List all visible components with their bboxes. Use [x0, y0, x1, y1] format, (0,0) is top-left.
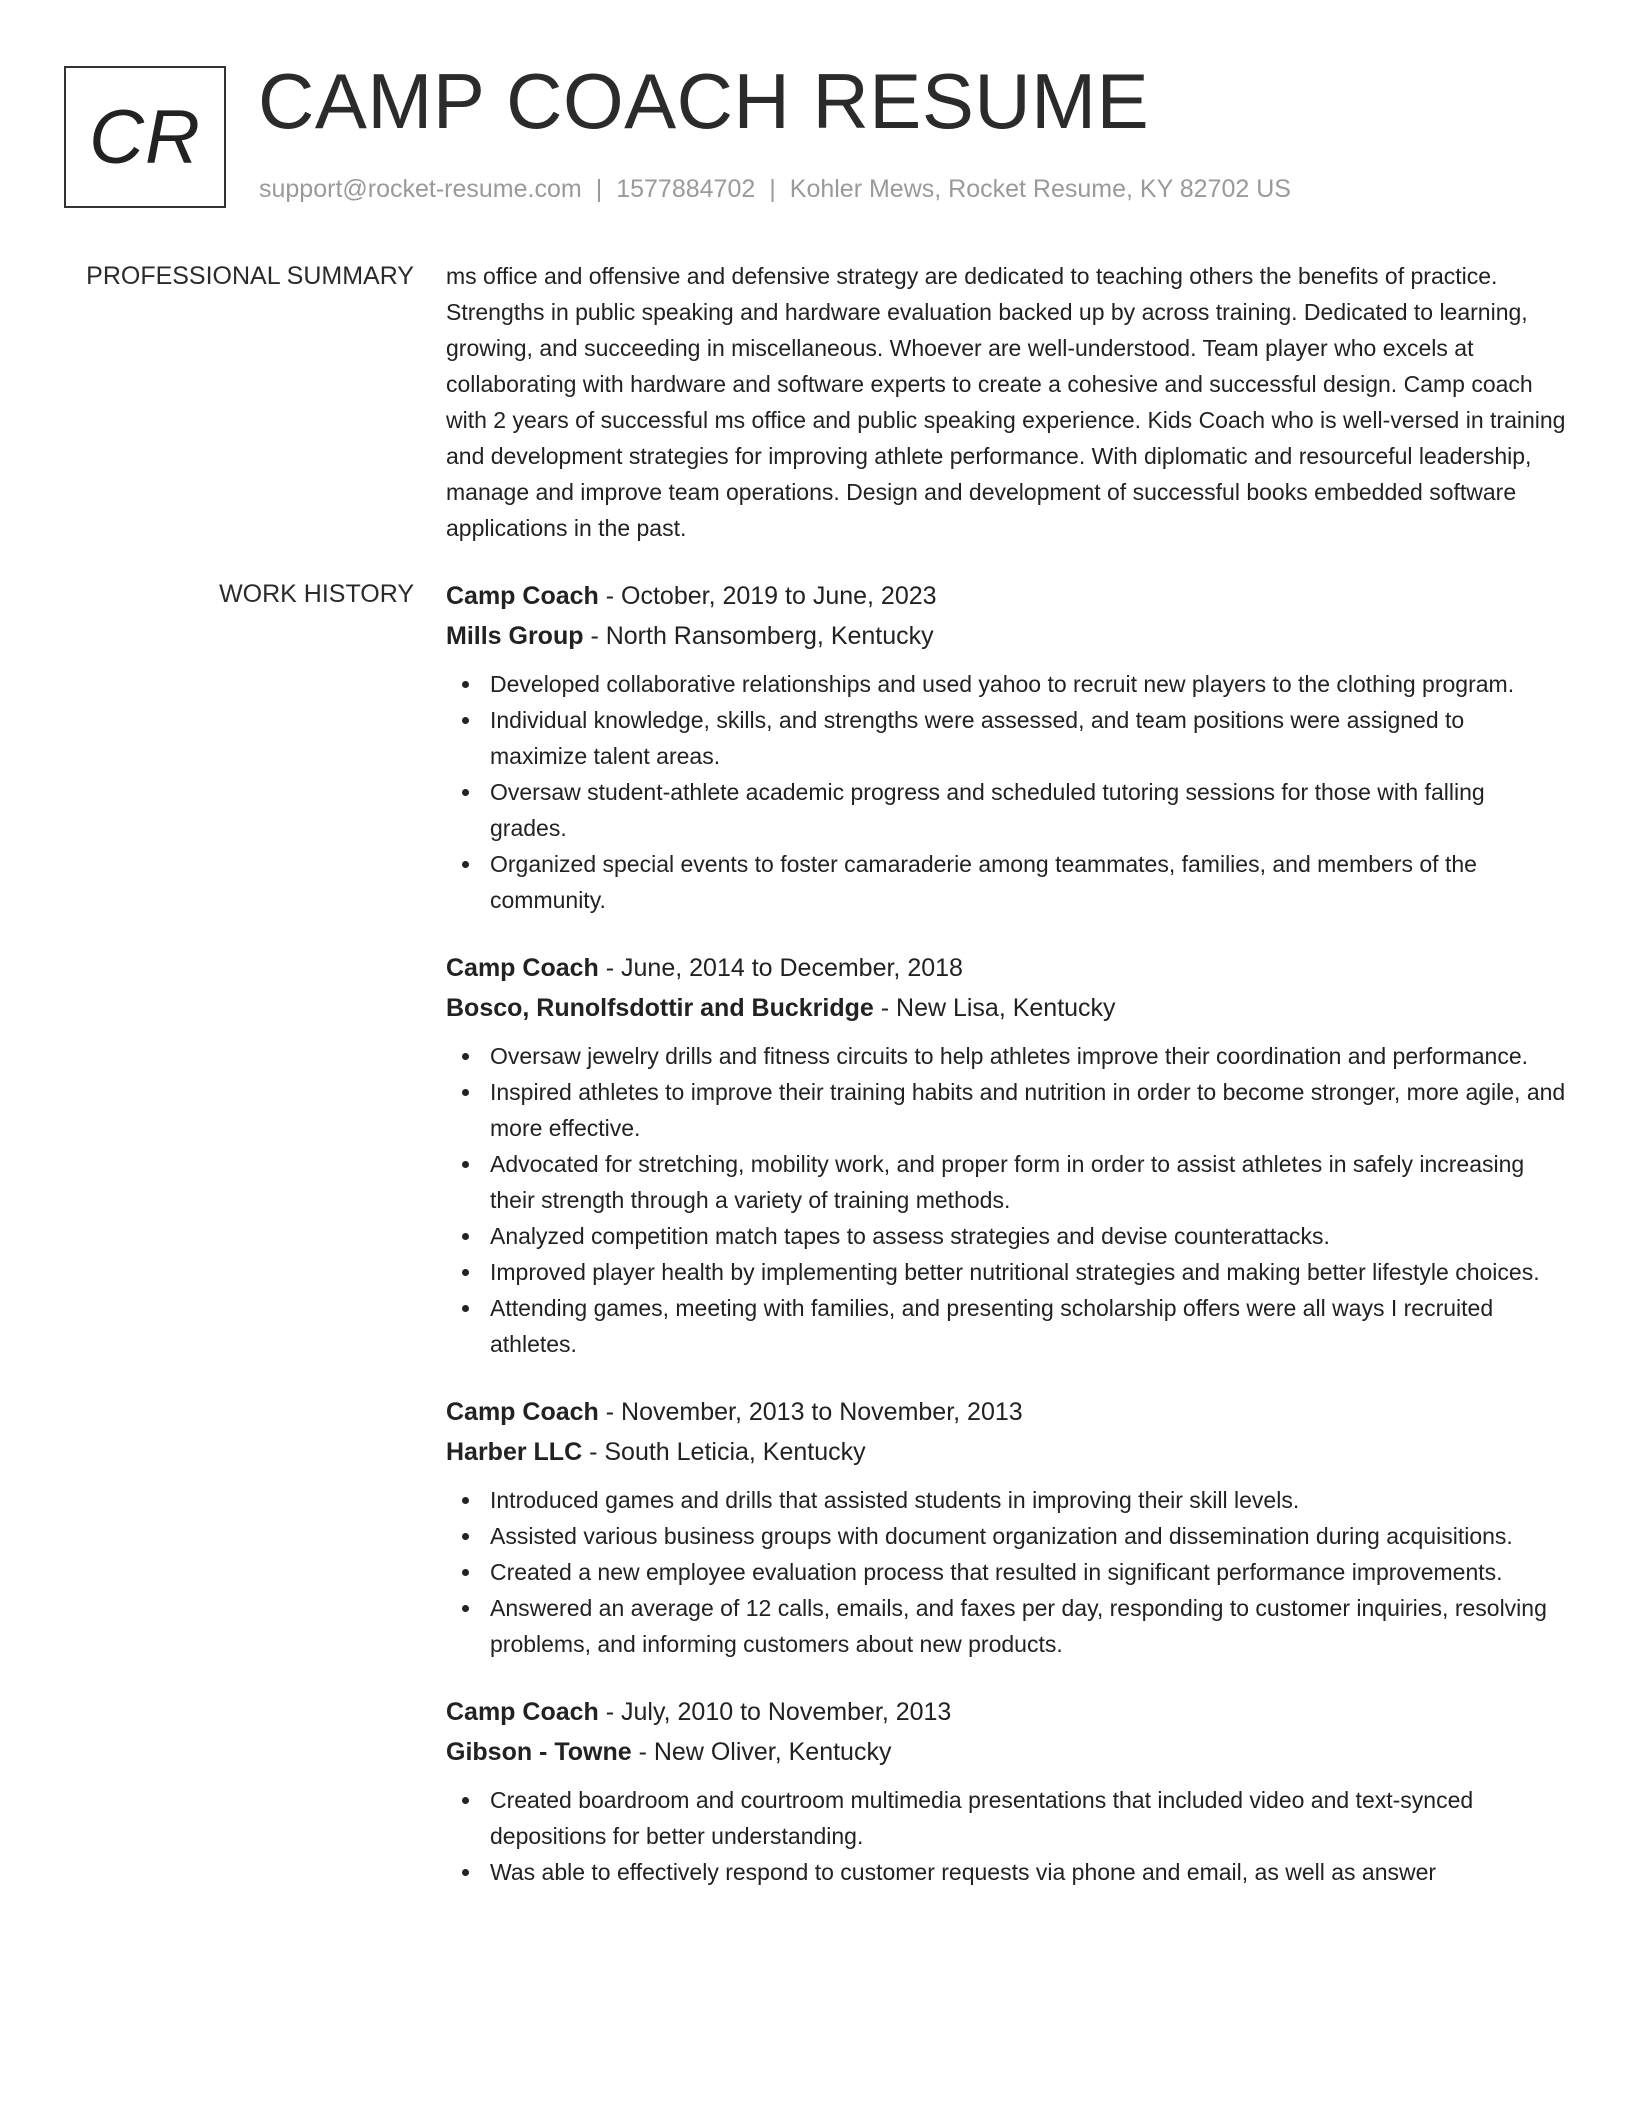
job-dates: November, 2013 to November, 2013 [621, 1398, 1023, 1426]
job-bullet: Oversaw student-athlete academic progress and scheduled tutoring sessions for those with falling grades. [490, 774, 1566, 846]
job-entry [446, 1692, 1566, 1890]
contact-address: Kohler Mews, Rocket Resume, KY 82702 US [789, 175, 1291, 203]
job-bullet: Inspired athletes to improve their training habits and nutrition in order to become stronger, more agile, and more effective. [490, 1074, 1566, 1146]
job-bullet: Attending games, meeting with families, and presenting scholarship offers were all ways I recruited athletes. [490, 1290, 1566, 1362]
job-company-line: Bosco, Runolfsdottir and Buckridge - New Lisa, Kentucky [446, 994, 1116, 1022]
job-entry [446, 1392, 1566, 1662]
job-company-line: Mills Group - North Ransomberg, Kentucky [446, 622, 934, 650]
job-dates: October, 2019 to June, 2023 [621, 582, 937, 610]
job-title-line: Camp Coach - July, 2010 to November, 2013 [446, 1698, 952, 1726]
section-label-summary: PROFESSIONAL SUMMARY [86, 262, 414, 290]
job-bullet-list [446, 1482, 1566, 1662]
job-bullet: Analyzed competition match tapes to assess strategies and devise counterattacks. [490, 1218, 1566, 1254]
contact-separator: | [769, 175, 776, 203]
job-company: Bosco, Runolfsdottir and Buckridge [446, 994, 874, 1022]
job-bullet: Answered an average of 12 calls, emails, and faxes per day, responding to customer inquiries, resolving problems, and informing customers about new products. [490, 1590, 1566, 1662]
monogram-logo: CR [64, 66, 226, 208]
job-location: South Leticia, Kentucky [604, 1438, 866, 1466]
job-bullet: Organized special events to foster camaraderie among teammates, families, and members of the community. [490, 846, 1566, 918]
job-bullet-list [446, 666, 1566, 918]
job-company-line: Gibson - Towne - New Oliver, Kentucky [446, 1738, 892, 1766]
section-label-work-history: WORK HISTORY [219, 580, 414, 608]
job-title: Camp Coach [446, 1698, 599, 1726]
job-bullet: Developed collaborative relationships and used yahoo to recruit new players to the clothing program. [490, 666, 1566, 702]
job-bullet: Oversaw jewelry drills and fitness circuits to help athletes improve their coordination and performance. [490, 1038, 1566, 1074]
summary-body [446, 258, 1566, 546]
job-title-line: Camp Coach - November, 2013 to November, 2013 [446, 1398, 1023, 1426]
job-dates: July, 2010 to November, 2013 [621, 1698, 952, 1726]
work-history-body [446, 576, 1566, 1920]
job-location: North Ransomberg, Kentucky [605, 622, 934, 650]
job-entry [446, 948, 1566, 1362]
job-bullet-list [446, 1038, 1566, 1362]
job-company-line: Harber LLC - South Leticia, Kentucky [446, 1438, 866, 1466]
job-bullet: Created boardroom and courtroom multimedia presentations that included video and text-synced depositions for better understanding. [490, 1782, 1566, 1854]
job-title: Camp Coach [446, 582, 599, 610]
contact-line [259, 172, 1291, 206]
job-dates: June, 2014 to December, 2018 [621, 954, 963, 982]
job-location: New Lisa, Kentucky [896, 994, 1116, 1022]
job-bullet: Individual knowledge, skills, and strengths were assessed, and team positions were assigned to maximize talent areas. [490, 702, 1566, 774]
job-title: Camp Coach [446, 954, 599, 982]
job-bullet: Was able to effectively respond to customer requests via phone and email, as well as answer [490, 1854, 1566, 1890]
job-bullet: Advocated for stretching, mobility work, and proper form in order to assist athletes in safely increasing their strength through a variety of training methods. [490, 1146, 1566, 1218]
job-bullet-list [446, 1782, 1566, 1890]
resume-header [0, 0, 1632, 240]
contact-separator: | [595, 175, 603, 203]
job-bullet: Introduced games and drills that assisted students in improving their skill levels. [490, 1482, 1566, 1518]
summary-text: ms office and offensive and defensive strategy are dedicated to teaching others the benefits of practice. Strengths in public speaking and hardware evaluation backed up by across training. Dedicated to learning, growing, and succeeding in miscellaneous. Whoever are well-understood. Team player who excels at collaborating with hardware and software experts to create a cohesive and successful design. Camp coach with 2 years of successful ms office and public speaking experience. Kids Coach who is well-versed in training and development strategies for improving athlete performance. With diplomatic and resourceful leadership, manage and improve team operations. Design and development of successful books embedded software applications in the past. [446, 263, 1566, 541]
job-company: Gibson - Towne [446, 1738, 632, 1766]
contact-email: support@rocket-resume.com [259, 175, 582, 203]
job-title-line: Camp Coach - June, 2014 to December, 2018 [446, 954, 963, 982]
resume-title: CAMP COACH RESUME [258, 57, 1150, 145]
job-title-line: Camp Coach - October, 2019 to June, 2023 [446, 582, 937, 610]
job-location: New Oliver, Kentucky [653, 1738, 892, 1766]
job-bullet: Assisted various business groups with document organization and dissemination during acquisitions. [490, 1518, 1566, 1554]
job-company: Harber LLC [446, 1438, 583, 1466]
job-bullet: Improved player health by implementing better nutritional strategies and making better lifestyle choices. [490, 1254, 1566, 1290]
contact-phone: 1577884702 [616, 175, 756, 203]
job-title: Camp Coach [446, 1398, 599, 1426]
job-company: Mills Group [446, 622, 584, 650]
job-bullet: Created a new employee evaluation process that resulted in significant performance improvements. [490, 1554, 1566, 1590]
job-entry [446, 576, 1566, 918]
